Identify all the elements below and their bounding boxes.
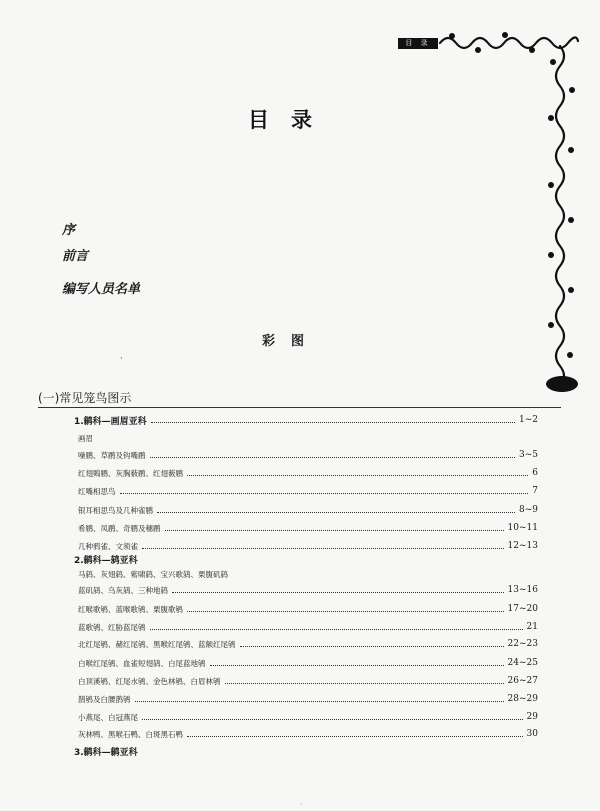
front-item-foreword[interactable]: 前言 — [62, 249, 89, 264]
toc-entry-label: 白顶溪鸲、红尾水鸲、金色林鸲、白眉林鸲 — [78, 676, 221, 686]
toc-entry-pages: 30 — [526, 729, 538, 739]
toc-entry-pages: 12~13 — [507, 541, 538, 551]
footer-mark: · — [300, 800, 303, 809]
dot-leader — [150, 457, 516, 458]
toc-entry[interactable] — [0, 520, 600, 536]
toc-entry[interactable] — [0, 655, 600, 671]
toc-entry[interactable] — [0, 502, 600, 518]
dot-leader — [187, 475, 528, 476]
toc-entry[interactable] — [0, 566, 600, 582]
dot-leader — [142, 719, 523, 720]
dot-leader — [151, 422, 515, 423]
toc-entry-pages: 24~25 — [507, 658, 538, 668]
toc-entry-label: 鹊鸲及白腰鹊鸲 — [78, 694, 131, 704]
toc-entry-pages: 29 — [526, 712, 538, 722]
toc-entry-label: 灰林鸭、黑喉石鸭、白斑黑石鸭 — [78, 729, 183, 739]
toc-entry-label: 2.鹟科—鸫亚科 — [74, 555, 138, 566]
toc-entry-label: 1.鹟科—画眉亚科 — [74, 416, 147, 427]
header-tag: 目 录 — [398, 38, 438, 49]
toc-entry[interactable] — [0, 673, 600, 689]
toc-entry-label: 红翅鵙鹛、灰胸薮鹛、红翅薮鹛 — [78, 468, 183, 478]
toc-entry-label: 蓝矶鸫、乌灰鸫、三种地鸫 — [78, 585, 168, 595]
toc-entry-pages: 26~27 — [507, 676, 538, 686]
toc-entry[interactable] — [0, 551, 600, 567]
toc-entry[interactable] — [0, 430, 600, 446]
toc-entry[interactable] — [0, 636, 600, 652]
toc-entry[interactable] — [0, 483, 600, 499]
toc-entry-pages: 8~9 — [519, 505, 538, 515]
toc-entry-label: 白喉红尾鸲、血雀短翅鸫、白尾蓝地鸲 — [78, 658, 206, 668]
toc-entry[interactable] — [0, 709, 600, 725]
toc-entry-label: 小燕尾、白冠燕尾 — [78, 712, 138, 722]
toc-entry-pages: 17~20 — [507, 604, 538, 614]
toc-entry-label: 画眉 — [78, 433, 93, 443]
page-title: 目录 — [248, 107, 334, 132]
scan-speck: · — [120, 354, 123, 364]
toc-entry[interactable] — [0, 743, 600, 759]
toc-entry-label: 蓝歌鸲、红胁蓝尾鸲 — [78, 622, 146, 632]
toc-entry-pages: 13~16 — [507, 585, 538, 595]
section-divider — [38, 407, 561, 408]
color-plates-heading: 彩图 — [262, 334, 321, 349]
toc-entry-label: 3.鹟科—鹟亚科 — [74, 747, 138, 758]
toc-entry-pages: 1~2 — [519, 415, 538, 425]
dot-leader — [172, 592, 504, 593]
toc-entry-label: 希鹛、凤鹛、奇鹛及穗鹛 — [78, 523, 161, 533]
toc-entry-label: 红喉歌鸲、蓝喉歌鸲、栗腹歌鸲 — [78, 604, 183, 614]
toc-entry-pages: 28~29 — [507, 694, 538, 704]
toc-entry-label: 北红尾鸲、赭红尾鸲、黑喉红尾鸲、蓝额红尾鸲 — [78, 639, 236, 649]
dot-leader — [187, 611, 504, 612]
toc-entry-label: 马鸫、灰翅鸫、紫啸鸫、宝兴歌鸫、栗腹矶鸫 — [78, 569, 228, 579]
dot-leader — [240, 646, 504, 647]
dot-leader — [142, 548, 504, 549]
toc-entry[interactable] — [0, 601, 600, 617]
dot-leader — [187, 736, 523, 737]
toc-entry[interactable] — [0, 726, 600, 742]
toc-entry-pages: 3~5 — [519, 450, 538, 460]
dot-leader — [210, 665, 504, 666]
toc-entry[interactable] — [0, 465, 600, 481]
toc-entry[interactable] — [0, 447, 600, 463]
toc-entry-label: 噪鹛、草鹛及钩嘴鹛 — [78, 450, 146, 460]
toc-entry-label: 银耳相思鸟及几种雀鹛 — [78, 505, 153, 515]
dot-leader — [120, 493, 529, 494]
toc-entry-pages: 10~11 — [507, 523, 538, 533]
front-item-preface[interactable]: 序 — [62, 223, 76, 238]
toc-entry-pages: 22~23 — [507, 639, 538, 649]
toc-entry-label: 几种鸦雀、文须雀 — [78, 541, 138, 551]
toc-entry-pages: 21 — [526, 622, 538, 632]
toc-entry[interactable] — [0, 582, 600, 598]
section-heading: (一)常见笼鸟图示 — [38, 391, 132, 405]
toc-entry-pages: 6 — [532, 468, 538, 478]
toc-entry[interactable] — [0, 412, 600, 428]
toc-entry[interactable] — [0, 619, 600, 635]
toc-entry-pages: 7 — [532, 486, 538, 496]
dot-leader — [225, 683, 504, 684]
dot-leader — [165, 530, 504, 531]
dot-leader — [150, 629, 523, 630]
front-item-editors[interactable]: 编写人员名单 — [62, 282, 141, 297]
toc-entry-label: 红嘴相思鸟 — [78, 486, 116, 496]
dot-leader — [157, 512, 515, 513]
toc-entry[interactable] — [0, 691, 600, 707]
dot-leader — [135, 701, 504, 702]
